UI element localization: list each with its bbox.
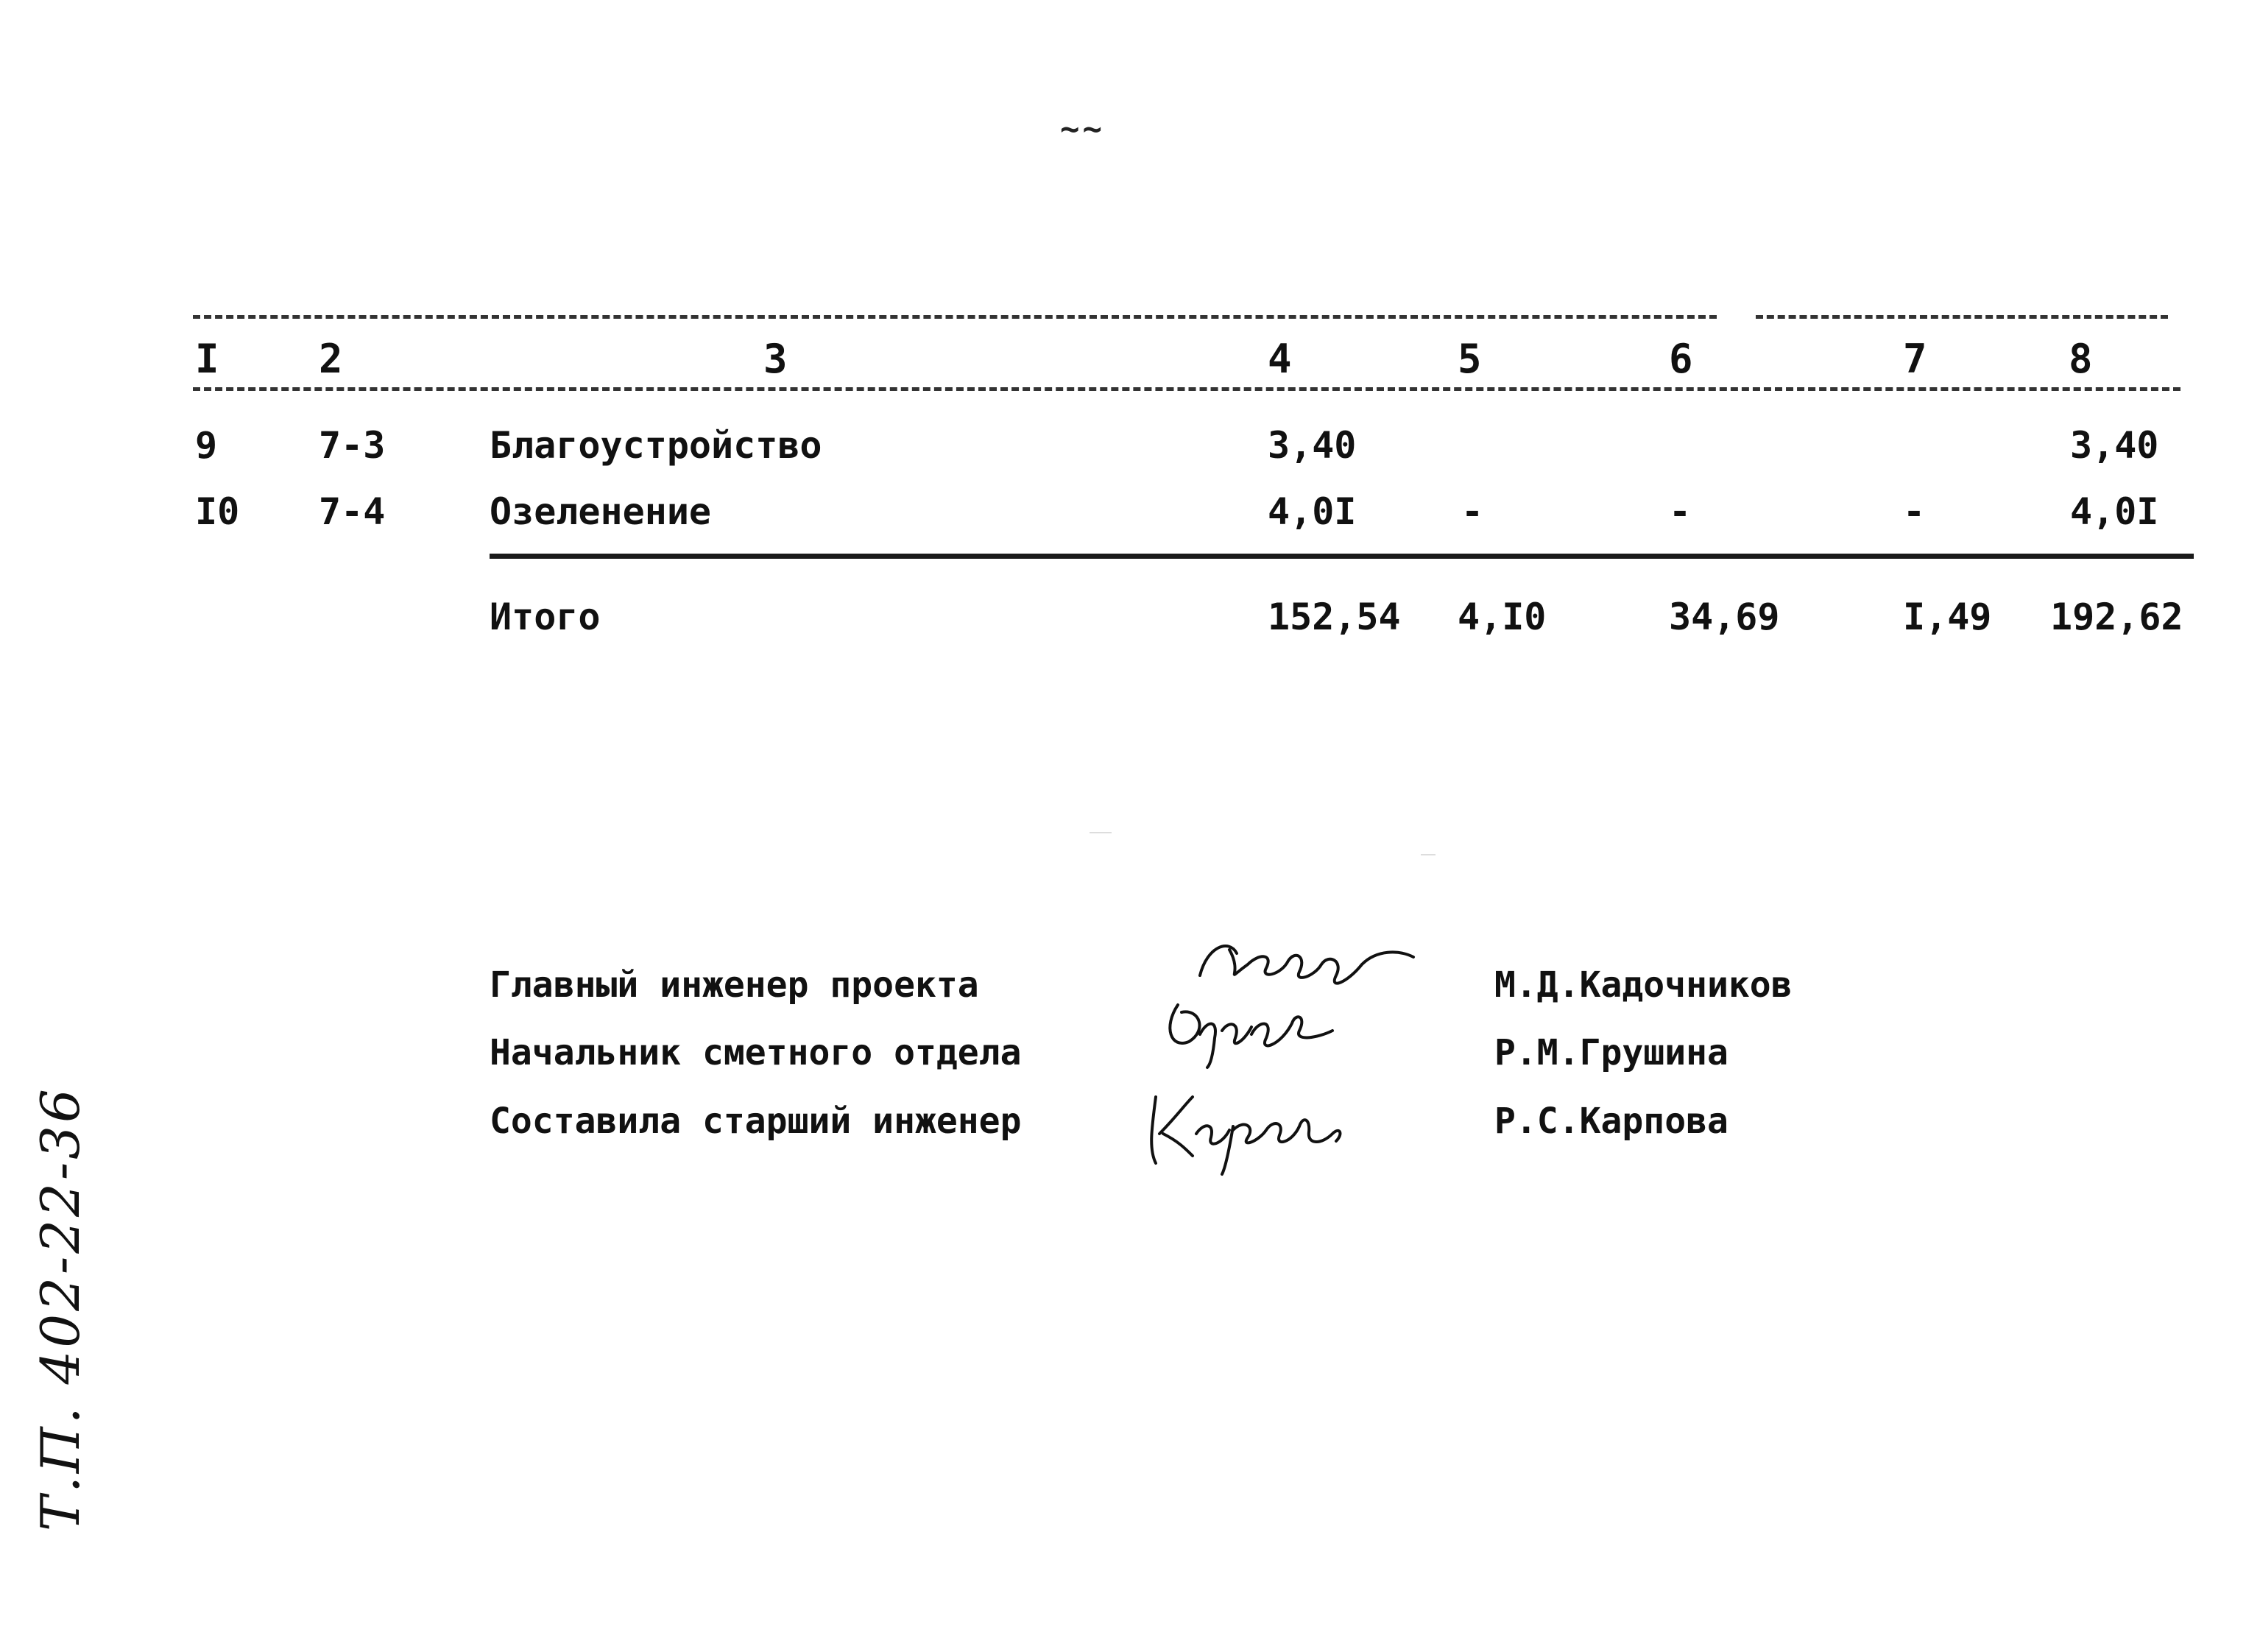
signature-role: Составила старший инженер: [490, 1101, 1022, 1142]
signature-role: Начальник сметного отдела: [490, 1032, 1022, 1073]
scan-mark: [1090, 832, 1112, 833]
row-col-8: 3,40: [2070, 424, 2159, 467]
total-label: Итого: [490, 596, 601, 638]
header-col-8: 8: [2069, 336, 2093, 382]
signature-role: Главный инженер проекта: [490, 964, 979, 1006]
header-col-3: 3: [763, 336, 788, 382]
row-name: Благоустройство: [490, 424, 822, 467]
side-stamp: Т.П. 402-22-36: [29, 1086, 91, 1531]
row-col-5: -: [1461, 490, 1484, 533]
row-col-4: 3,40: [1268, 424, 1357, 467]
row-code: 7-3: [319, 424, 386, 467]
header-col-6: 6: [1669, 336, 1693, 382]
signatory-name: М.Д.Кадочников: [1494, 964, 1793, 1006]
signatory-name: Р.С.Карпова: [1494, 1101, 1728, 1142]
table-top-rule-right: [1756, 315, 2168, 319]
header-col-1: I: [195, 336, 219, 382]
total-col-4: 152,54: [1268, 596, 1401, 638]
row-number: 9: [195, 424, 218, 467]
signature-grushina-icon: [1148, 990, 1340, 1071]
table-top-rule: [193, 315, 1717, 319]
row-code: 7-4: [319, 490, 386, 533]
total-col-7: I,49: [1903, 596, 1992, 638]
row-col-4: 4,0I: [1268, 490, 1357, 533]
total-col-8: 192,62: [2050, 596, 2183, 638]
scan-mark: [1421, 854, 1436, 855]
header-col-4: 4: [1268, 336, 1292, 382]
row-name: Озеленение: [490, 490, 712, 533]
row-col-7: -: [1903, 490, 1926, 533]
row-col-6: -: [1669, 490, 1692, 533]
page-number-mark: ~~: [1060, 110, 1105, 148]
total-col-5: 4,I0: [1458, 596, 1547, 638]
header-col-5: 5: [1458, 336, 1482, 382]
header-col-7: 7: [1903, 336, 1927, 382]
signatory-name: Р.М.Грушина: [1494, 1032, 1728, 1073]
header-col-2: 2: [319, 336, 343, 382]
row-number: I0: [195, 490, 240, 533]
header-bottom-rule: [193, 387, 2180, 391]
signature-karpova-icon: [1134, 1082, 1355, 1178]
total-rule: [490, 554, 2194, 559]
total-col-6: 34,69: [1669, 596, 1780, 638]
row-col-8: 4,0I: [2070, 490, 2159, 533]
